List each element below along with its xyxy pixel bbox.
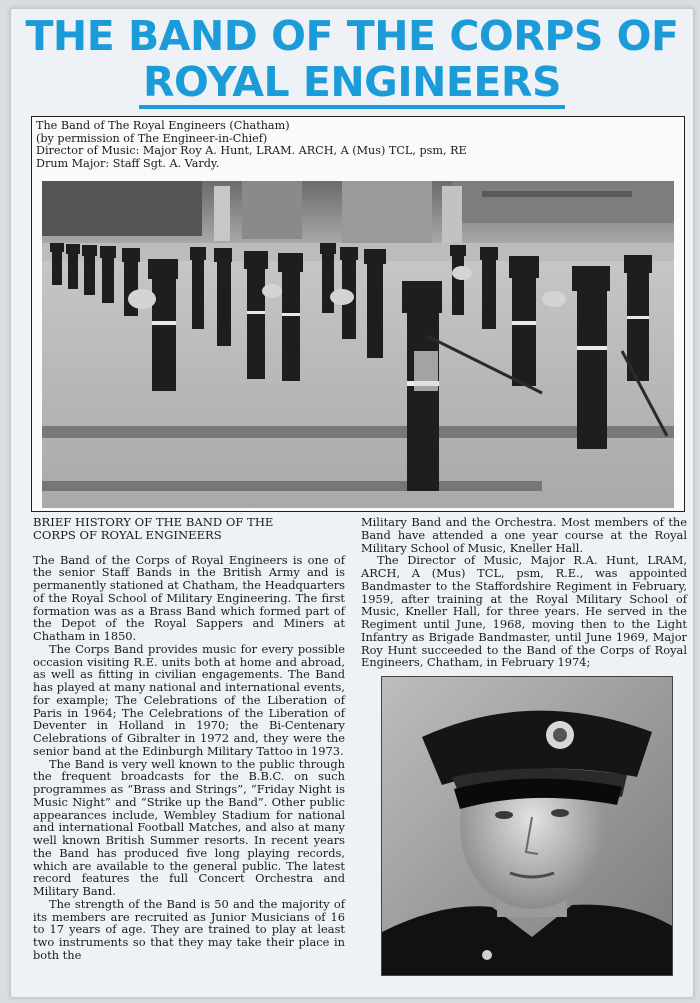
paragraph: The Corps Band provides music for every possible occasion visiting R.E. units both at home and abroad, as well as fitting in civilian engagements. The Band has played at many national and international events, for example; The Celebrations of the Liberation of Paris in 1964; The Celebrations of the Liberation of Deventer in Holland in 1970; the Bi-Centenary Celebrations of Gibralter in 1972 and, they were the senior band at the Edinburgh Military Tattoo in 1973.: [33, 641, 345, 758]
caption-line: The Band of The Royal Engineers (Chatham): [36, 119, 290, 132]
paragraph: Military Band and the Orchestra. Most members of the Band have attended a one year course at the Royal Military School of Music, Kneller Hall.: [361, 515, 687, 555]
magazine-page: [10, 8, 694, 998]
marching-band-photo: [42, 181, 674, 508]
paragraph: The Band is very well known to the public through the frequent broadcasts for the B.B.C. on such programmes as “Brass and Strings”, “Friday Night is Music Night” and “Strike up the Band”. Other public appearances include, Wembley Stadium for national and international Football Matches, and also at many well known British Summer resorts. In recent years the Band has produced five long playing records, which are available to the general public. The latest record features the full Concert Orchestra and Military Band.: [33, 756, 345, 899]
band-photo-frame: [31, 116, 685, 512]
history-heading: [33, 516, 345, 542]
history-heading-line: CORPS OF ROYAL ENGINEERS: [33, 527, 222, 542]
paragraph: The strength of the Band is 50 and the majority of its members are recruited as Junior Musicians of 16 to 17 years of age. They are trained to play at least two instruments so that they may take their place in both the: [33, 896, 345, 962]
title-line-1: THE BAND OF THE CORPS OF: [25, 12, 679, 60]
article-body-left: [33, 554, 345, 962]
caption-line: Director of Music: Major Roy A. Hunt, LRAM. ARCH, A (Mus) TCL, psm, RE: [36, 144, 467, 157]
title-line-2: ROYAL ENGINEERS: [139, 59, 565, 109]
paragraph: The Band of the Corps of Royal Engineers is one of the senior Staff Bands in the British Army and is permanently stationed at Chatham, the Headquarters of the Royal School of Military Engineering. The first formation was as a Brass Band which formed part of the Depot of the Royal Sappers and Miners at Chatham in 1850.: [33, 552, 345, 644]
portrait-illustration: [382, 677, 673, 976]
photo-caption: [36, 120, 676, 170]
caption-line: Drum Major: Staff Sgt. A. Vardy.: [36, 156, 220, 170]
article-column-right: [361, 516, 687, 669]
paragraph: The Director of Music, Major R.A. Hunt, LRAM, ARCH, A (Mus) TCL, psm, R.E., was appointed Bandmaster to the Staffordshire Regiment in February, 1959, after training at the Royal Military School of Music, Kneller Hall, for three years. He served in the Regiment until June, 1968, moving then to the Light Infantry as Brigade Bandmaster, until June 1969, Major Roy Hunt succeeded to the Band of the Corps of Royal Engineers, Chatham, in February 1974;: [361, 553, 687, 670]
article-body-right: [361, 516, 687, 669]
marching-band-illustration: [42, 181, 674, 508]
history-heading-line: BRIEF HISTORY OF THE BAND OF THE: [33, 515, 274, 529]
page-title: [11, 13, 693, 109]
article-column-left: [33, 516, 345, 962]
director-portrait-photo: [381, 676, 673, 976]
caption-line: (by permission of The Engineer-in-Chief): [36, 131, 268, 145]
